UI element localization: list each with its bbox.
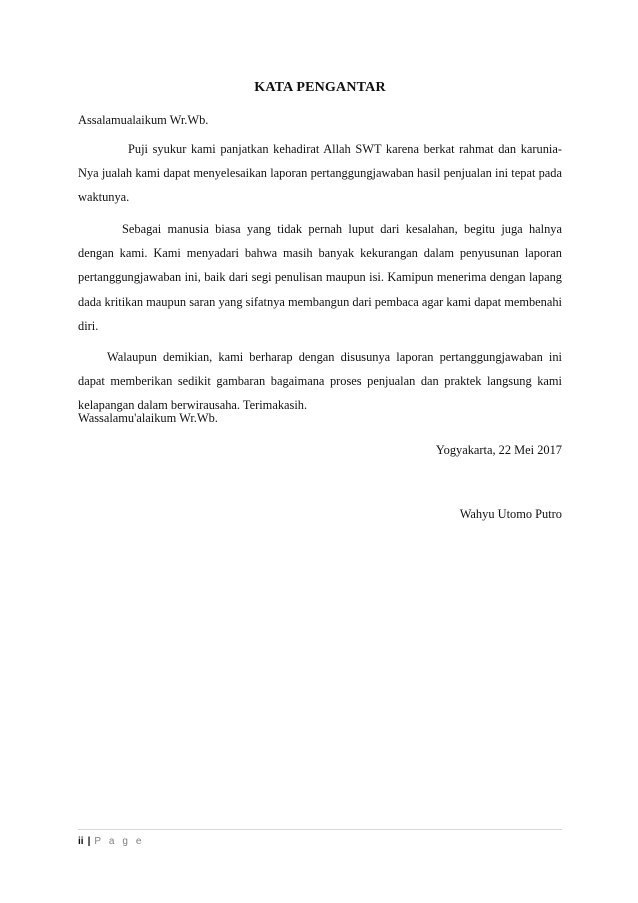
page-number: ii xyxy=(78,836,84,847)
closing-text: Wassalamu'alaikum Wr.Wb. xyxy=(78,411,218,425)
signer-name: Wahyu Utomo Putro xyxy=(459,507,562,521)
paragraph-gratitude: Puji syukur kami panjatkan kehadirat Allah SWT karena berkat rahmat dan karunia-Nya jualah kami dapat menyelesaikan laporan pertanggungjawaban hasil penjualan ini tepat pada waktunya. xyxy=(78,142,562,205)
footer-divider xyxy=(78,829,562,830)
footer-separator: | xyxy=(87,836,91,847)
page-title: KATA PENGANTAR xyxy=(254,80,386,95)
page-footer xyxy=(78,835,144,849)
paragraph-hope: Walaupun demikian, kami berharap dengan disusunya laporan pertanggungjawaban ini dapat memberikan sedikit gambaran bagaimana proses penjualan dan praktek langsung kami kelapangan dalam berwirausaha. Terimakasih. xyxy=(78,350,562,413)
page-label: P a g e xyxy=(94,836,145,847)
greeting-text: Assalamualaikum Wr.Wb. xyxy=(78,113,209,127)
place-date: Yogyakarta, 22 Mei 2017 xyxy=(435,443,562,457)
paragraph-apology: Sebagai manusia biasa yang tidak pernah luput dari kesalahan, begitu juga halnya dengan kami. Kami menyadari bahwa masih banyak kekurangan dalam penyusunan laporan pertanggungjawaban ini, baik dari segi penulisan maupun isi. Kamipun menerima dengan lapang dada kritikan maupun saran yang sifatnya membangun dari pembaca agar kami dapat membenahi diri. xyxy=(78,222,562,333)
